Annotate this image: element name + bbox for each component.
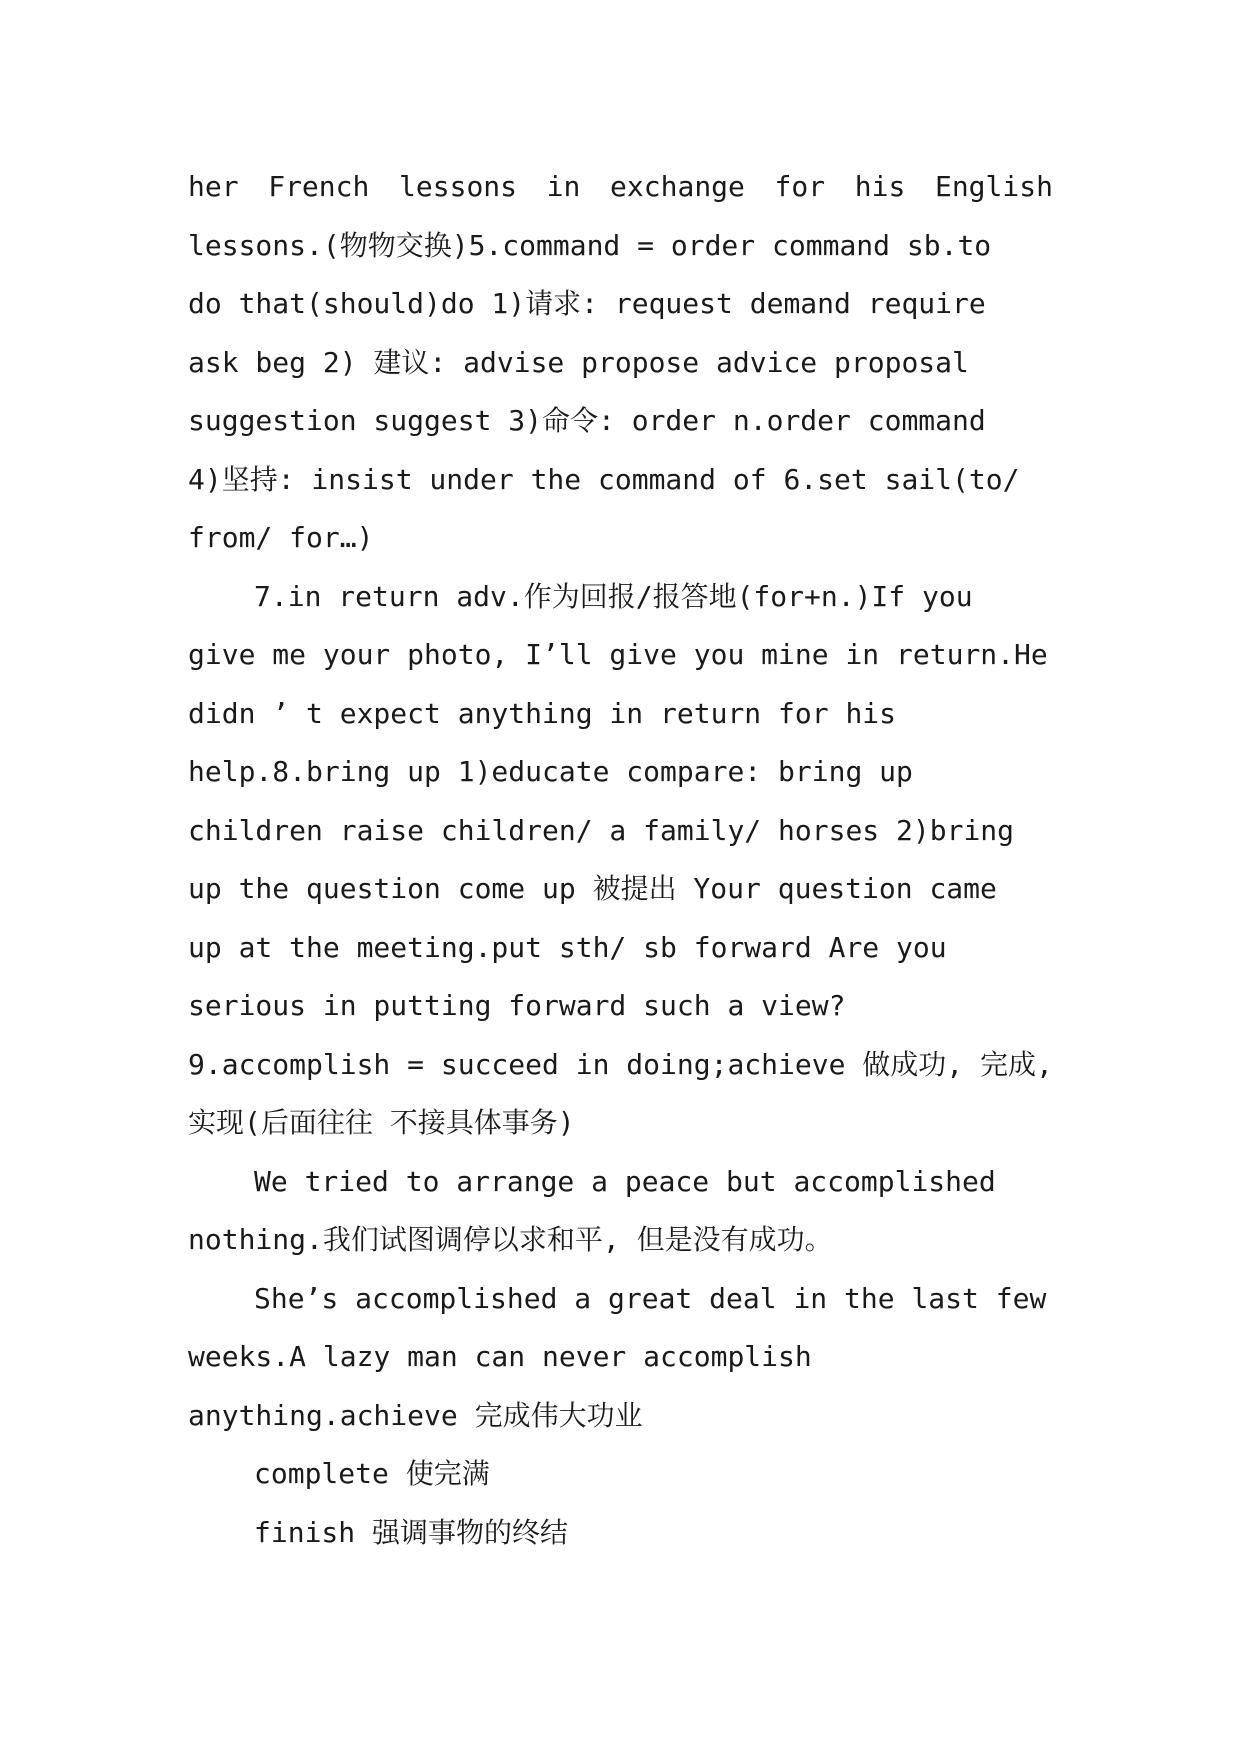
document-body [188,158,1053,1562]
text-line: ask beg 2) 建议: advise propose advice proposal [188,345,969,379]
text-line: complete 使完满 [254,1457,490,1490]
paragraph-4 [188,1270,1053,1446]
text-word: French [268,170,370,203]
text-line: finish 强调事物的终结 [254,1515,569,1549]
paragraph-1 [188,158,1053,568]
text-word: lessons [399,170,518,203]
text-line: do that(should)do 1)请求: request demand require [188,287,986,320]
text-line: from/ for…) [188,521,374,554]
paragraph-5 [188,1445,1053,1504]
text-line: anything.achieve 完成伟大功业 [188,1398,643,1432]
text-word: in [546,170,581,203]
text-word: exchange [610,170,745,203]
text-word: his [854,170,906,203]
text-line: 9.accomplish = succeed in doing;achieve 做成功, 完成, [188,1047,1053,1081]
text-line: 4)坚持: insist under the command of 6.set sail(to/ [188,462,1020,496]
text-line: 实现(后面往往 不接具体事务) [188,1106,575,1139]
text-word: her [188,170,239,203]
paragraph-6 [188,1504,1053,1563]
text-line: give me your photo, I’ll give you mine in return.He [188,638,1048,671]
text-line: nothing.我们试图调停以求和平, 但是没有成功。 [188,1223,833,1256]
text-line: 7.in return adv.作为回报/报答地(for+n.)If you [254,579,973,613]
text-word: English [934,170,1053,203]
text-line: She’s accomplished a great deal in the last few [254,1281,1047,1315]
text-line: children raise children/ a family/ horses 2)bring [188,813,1015,847]
text-line: help.8.bring up 1)educate compare: bring up [188,755,913,788]
text-line: serious in putting forward such a view? [188,989,846,1022]
paragraph-2 [188,568,1053,1153]
text-line: weeks.A lazy man can never accomplish [188,1340,812,1373]
text-line: lessons.(物物交换)5.command = order command sb.to [188,228,992,262]
text-line: suggestion suggest 3)命令: order n.order command [188,404,986,437]
text-line: We tried to arrange a peace but accomplished [254,1164,996,1198]
text-line: up at the meeting.put sth/ sb forward Are you [188,930,947,964]
text-word: for [774,170,826,203]
text-line: up the question come up 被提出 Your question came [188,872,997,905]
paragraph-3 [188,1153,1053,1270]
text-line: didn ’ t expect anything in return for his [188,696,897,730]
text-line [188,158,1053,217]
